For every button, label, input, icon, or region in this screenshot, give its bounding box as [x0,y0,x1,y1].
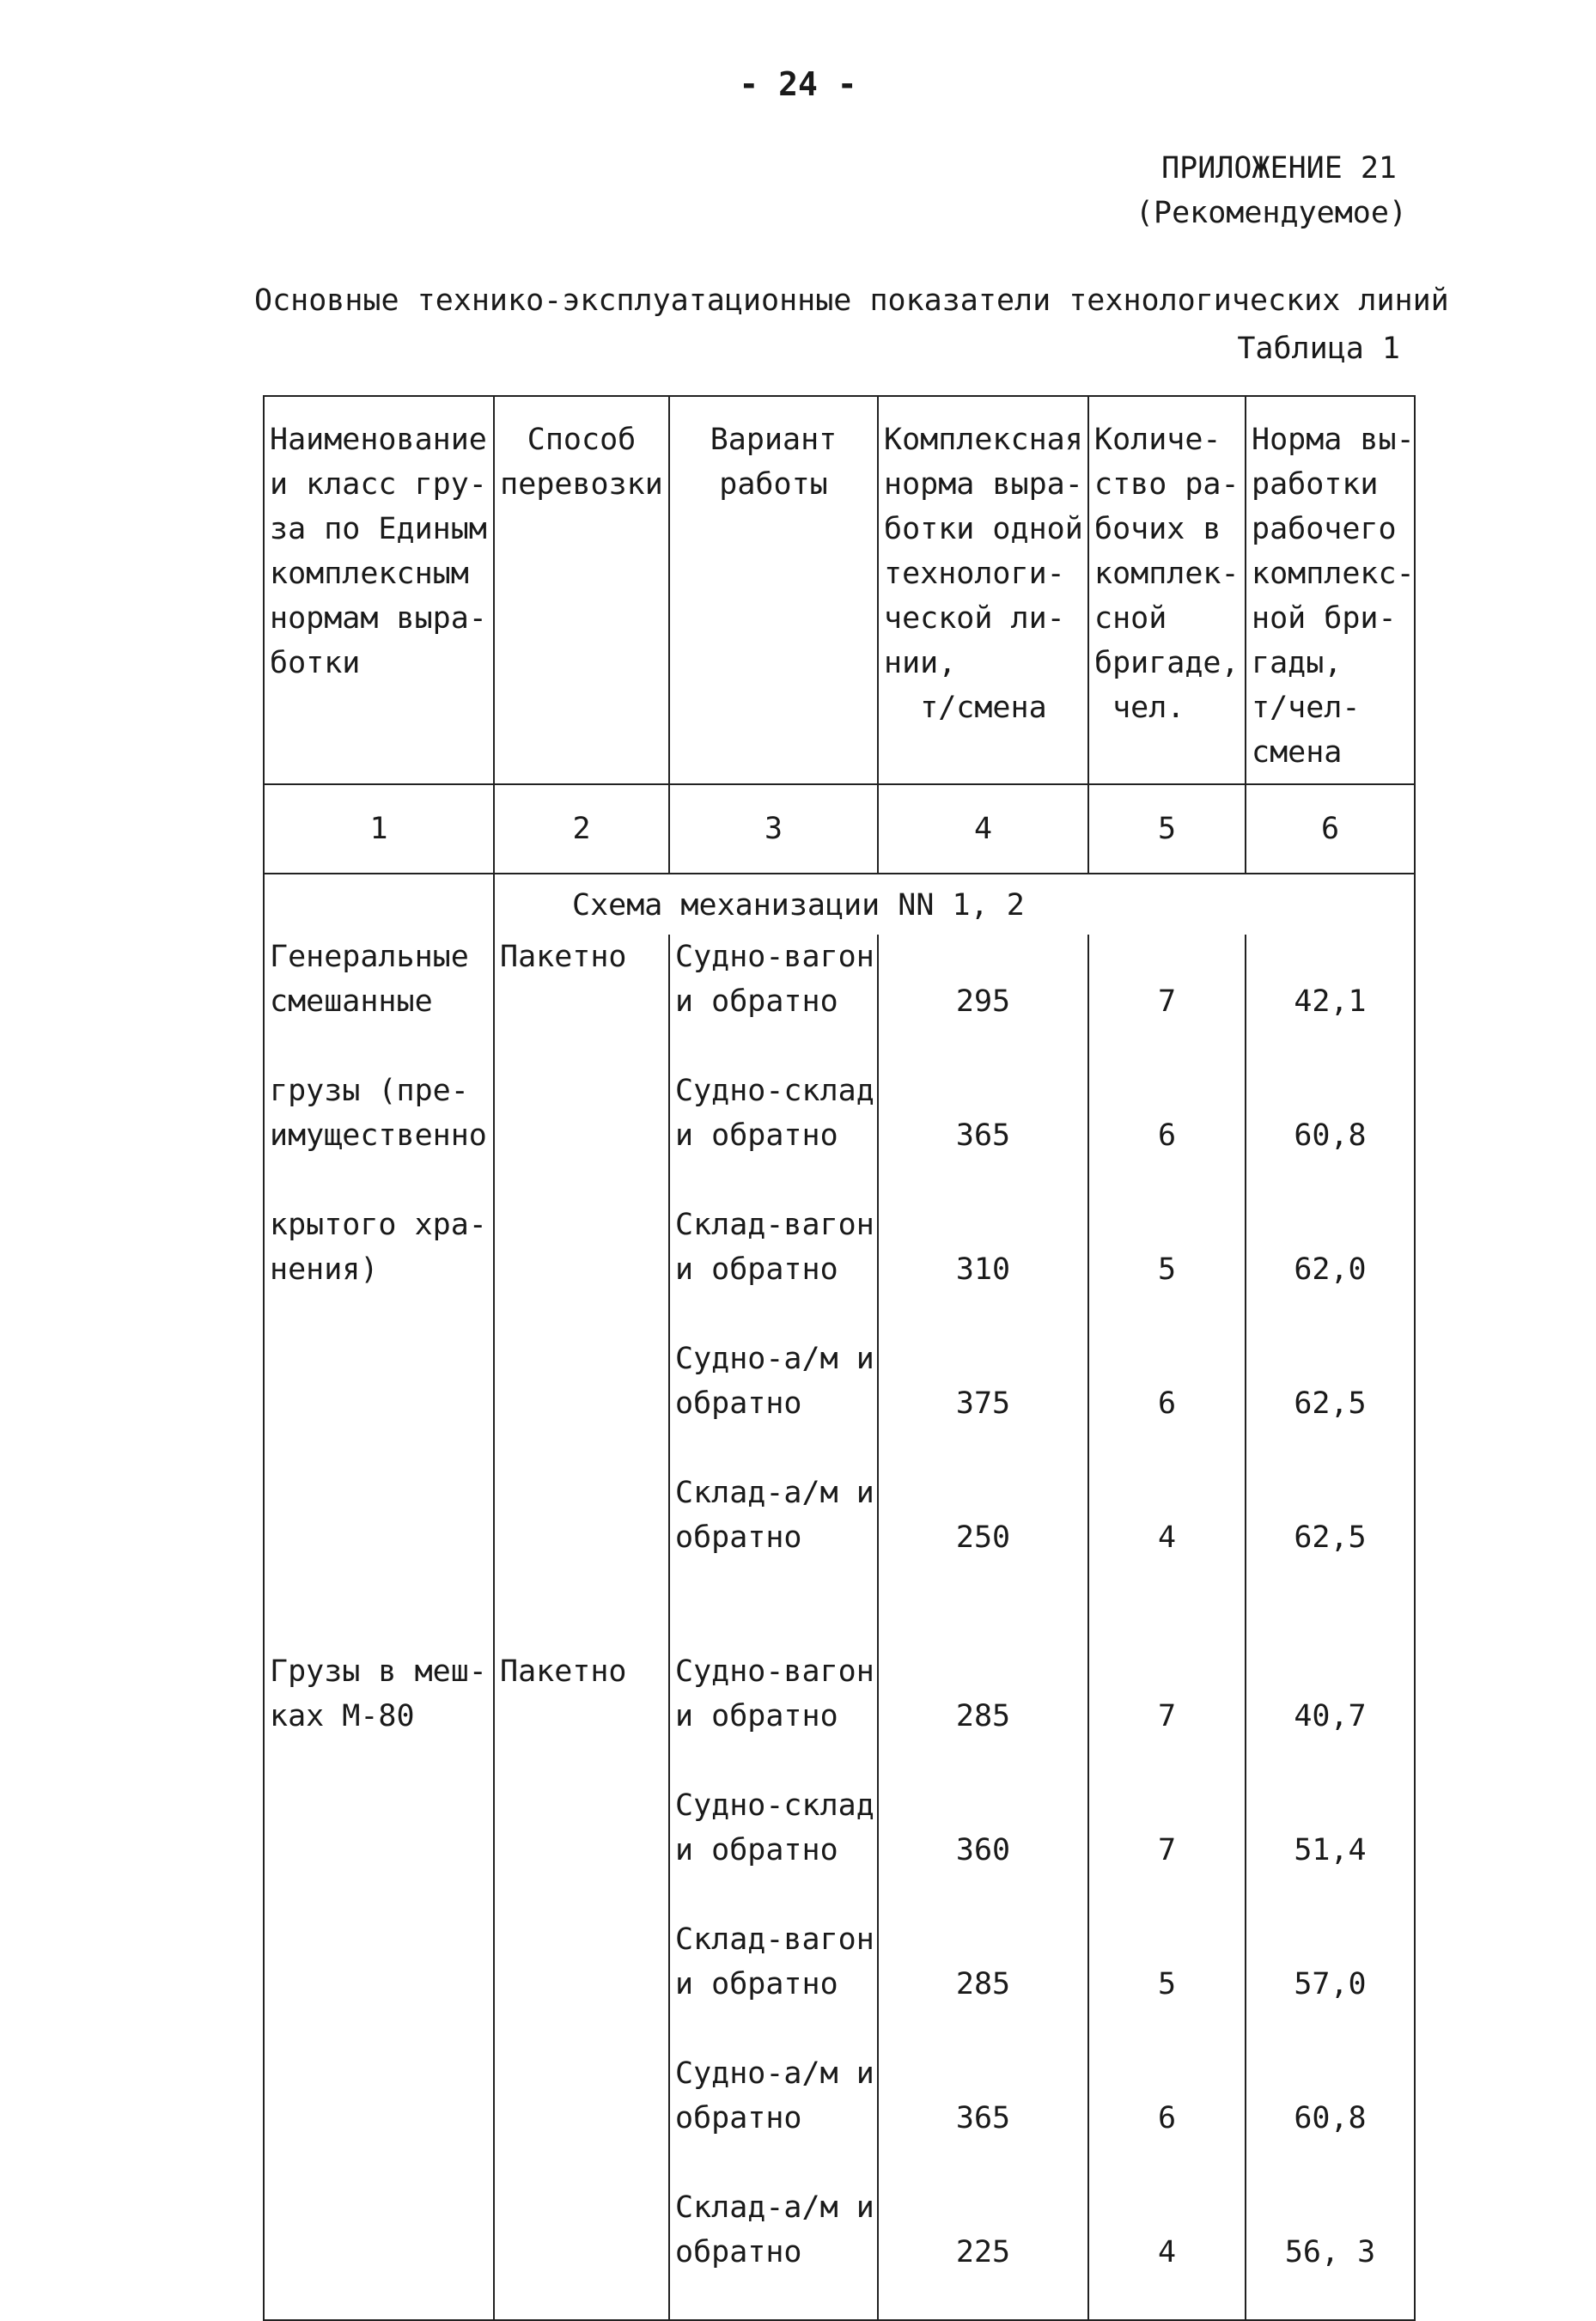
table-top-border [264,396,1415,405]
header-norm: Комплексная норма выра- ботки одной технологи- ческой ли- нии, т/смена [878,405,1088,784]
header-cargo: Наименование и класс гру- за по Единым комплексным нормам выра- ботки [264,405,494,784]
workers-cell: 5 [1088,1917,1246,2051]
workers-cell: 7 [1088,1783,1246,1917]
norm-cell: 250 [878,1471,1088,1605]
norm-cell: 365 [878,2051,1088,2185]
header-workers: Количе- ство ра- бочих в комплек- сной бригаде, чел. [1088,405,1246,784]
appendix-title: ПРИЛОЖЕНИЕ 21 [1161,151,1397,186]
header-method: Способ перевозки [494,405,669,784]
workers-cell: 7 [1088,935,1246,1069]
rate-cell: 62,0 [1246,1203,1415,1337]
variant-cell: Склад-вагон и обратно [669,1917,878,2051]
section-title: Схема механизации NN 1, 2 [494,874,1246,935]
group-separator-row [264,1605,1415,1649]
table-row [264,1917,1415,2051]
section-row [264,874,1415,935]
workers-cell: 6 [1088,1337,1246,1471]
table-header-row [264,405,1415,784]
cargo-cell: грузы (пре- имущественно [264,1069,494,1203]
cargo-cell: крытого хра- нения) [264,1203,494,1337]
cargo-cell [264,1471,494,1605]
method-cell: Пакетно [494,1649,669,1783]
method-cell [494,2051,669,2185]
column-number: 2 [494,784,669,874]
variant-cell: Склад-вагон и обратно [669,1203,878,1337]
workers-cell: 6 [1088,1069,1246,1203]
variant-cell: Судно-а/м и обратно [669,2051,878,2185]
norm-cell: 295 [878,935,1088,1069]
method-cell [494,2185,669,2320]
column-numbers-row [264,784,1415,874]
table-row [264,1783,1415,1917]
rate-cell: 40,7 [1246,1649,1415,1783]
cargo-cell [264,1783,494,1917]
cargo-cell [264,2051,494,2185]
header-variant: Вариант работы [669,405,878,784]
rate-cell: 62,5 [1246,1471,1415,1605]
cargo-cell [264,1917,494,2051]
document-title: Основные технико-эксплуатационные показатели технологических линий [254,283,1449,318]
method-cell: Пакетно [494,935,669,1069]
norm-cell: 360 [878,1783,1088,1917]
column-number: 1 [264,784,494,874]
table-row [264,1649,1415,1783]
norm-cell: 310 [878,1203,1088,1337]
cargo-cell [264,1337,494,1471]
workers-cell: 5 [1088,1203,1246,1337]
method-cell [494,1203,669,1337]
rate-cell: 62,5 [1246,1337,1415,1471]
indicators-table [263,395,1416,2321]
norm-cell: 375 [878,1337,1088,1471]
header-rate: Норма вы- работки рабочего комплекс- ной бри- гады, т/чел- смена [1246,405,1415,784]
column-number: 3 [669,784,878,874]
rate-cell: 42,1 [1246,935,1415,1069]
workers-cell: 4 [1088,2185,1246,2320]
table-row [264,2051,1415,2185]
column-number: 5 [1088,784,1246,874]
variant-cell: Судно-вагон и обратно [669,935,878,1069]
method-cell [494,1917,669,2051]
rate-cell: 60,8 [1246,2051,1415,2185]
variant-cell: Судно-склад и обратно [669,1069,878,1203]
rate-cell: 56, 3 [1246,2185,1415,2320]
workers-cell: 7 [1088,1649,1246,1783]
norm-cell: 285 [878,1649,1088,1783]
cargo-cell: Грузы в меш- ках М-80 [264,1649,494,1783]
column-number: 4 [878,784,1088,874]
rate-cell: 51,4 [1246,1783,1415,1917]
table-row [264,935,1415,1069]
variant-cell: Судно-вагон и обратно [669,1649,878,1783]
method-cell [494,1783,669,1917]
variant-cell: Судно-а/м и обратно [669,1337,878,1471]
variant-cell: Склад-а/м и обратно [669,1471,878,1605]
method-cell [494,1069,669,1203]
workers-cell: 6 [1088,2051,1246,2185]
table-label: Таблица 1 [1237,332,1400,366]
method-cell [494,1471,669,1605]
table-row [264,1337,1415,1471]
workers-cell: 4 [1088,1471,1246,1605]
cargo-cell [264,2185,494,2320]
rate-cell: 57,0 [1246,1917,1415,2051]
table-row [264,1471,1415,1605]
cargo-cell: Генеральные смешанные [264,935,494,1069]
variant-cell: Судно-склад и обратно [669,1783,878,1917]
column-number: 6 [1246,784,1415,874]
table-row [264,1203,1415,1337]
appendix-note: (Рекомендуемое) [1135,196,1407,230]
table-row [264,1069,1415,1203]
norm-cell: 225 [878,2185,1088,2320]
table-row [264,2185,1415,2320]
variant-cell: Склад-а/м и обратно [669,2185,878,2320]
norm-cell: 365 [878,1069,1088,1203]
method-cell [494,1337,669,1471]
norm-cell: 285 [878,1917,1088,2051]
page-number: - 24 - [739,65,857,103]
rate-cell: 60,8 [1246,1069,1415,1203]
